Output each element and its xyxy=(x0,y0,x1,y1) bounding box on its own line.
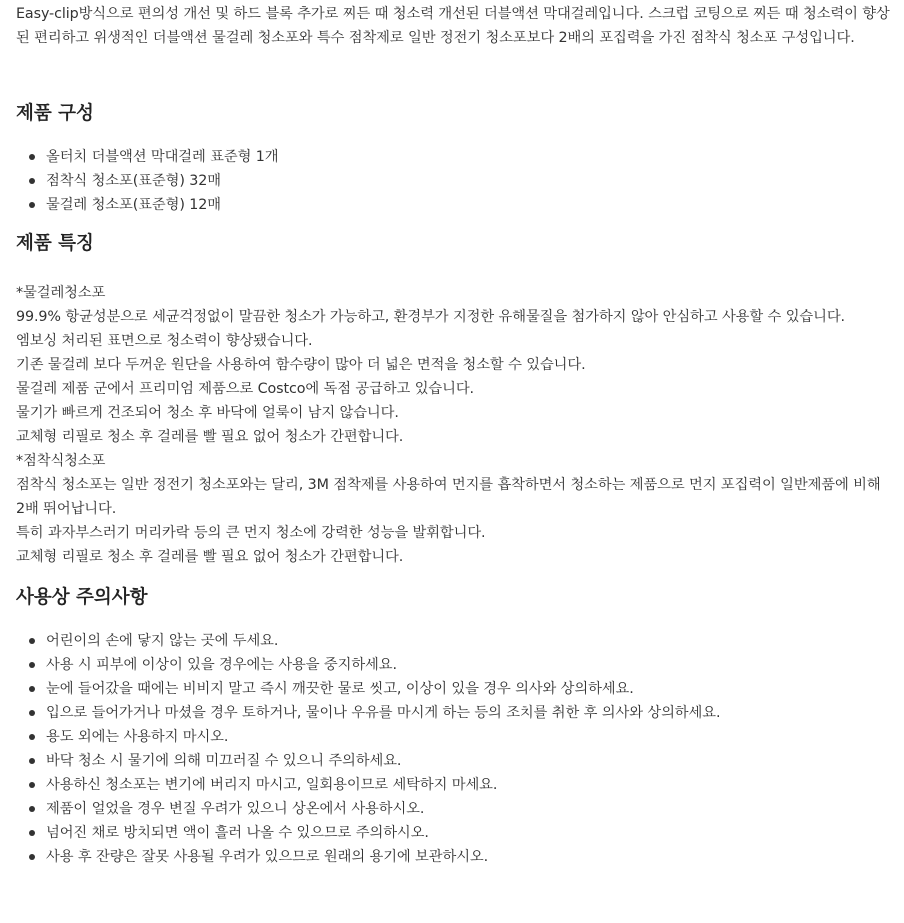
list-item: 올터치 더블액션 막대걸레 표준형 1개 xyxy=(29,145,894,169)
list-item: 사용 시 피부에 이상이 있을 경우에는 사용을 중지하세요. xyxy=(29,653,894,677)
cautions-heading: 사용상 주의사항 xyxy=(16,587,148,608)
feature-line: 교체형 리필로 청소 후 걸레를 빨 필요 없어 청소가 간편합니다. xyxy=(16,429,404,445)
list-item: 제품이 얼었을 경우 변질 우려가 있으니 상온에서 사용하시오. xyxy=(29,797,894,821)
list-item: 점착식 청소포(표준형) 32매 xyxy=(29,169,894,193)
feature-line: 교체형 리필로 청소 후 걸레를 빨 필요 없어 청소가 간편합니다. xyxy=(16,549,404,565)
bullet-icon xyxy=(29,854,35,860)
bullet-icon xyxy=(29,782,35,788)
bullet-icon xyxy=(29,758,35,764)
bullet-icon xyxy=(29,154,35,160)
intro-paragraph: Easy-clip방식으로 편의성 개선 및 하드 블록 추가로 찌든 때 청소력 개선된 더블액션 막대걸레입니다. 스크럽 코팅으로 찌든 때 청소력이 향상된 편리하고 위생적인 더블액션 물걸레 청소포와 특수 점착제로 일반 정전기 청소포보다 2배의 포집력을 가진 점착식 청소포 구성입니다. xyxy=(16,6,890,46)
bullet-icon xyxy=(29,806,35,812)
product-description xyxy=(16,0,894,869)
list-item: 넘어진 채로 방치되면 액이 흘러 나올 수 있으므로 주의하시오. xyxy=(29,821,894,845)
composition-heading: 제품 구성 xyxy=(16,103,94,124)
bullet-icon xyxy=(29,178,35,184)
feature-line: 물걸레 제품 군에서 프리미엄 제품으로 Costco에 독점 공급하고 있습니다. xyxy=(16,381,474,397)
list-item: 물걸레 청소포(표준형) 12매 xyxy=(29,193,894,217)
features-heading: 제품 특징 xyxy=(16,233,94,254)
bullet-icon xyxy=(29,734,35,740)
feature-line: 물기가 빠르게 건조되어 청소 후 바닥에 얼룩이 남지 않습니다. xyxy=(16,405,399,421)
feature-line: *점착식청소포 xyxy=(16,453,106,469)
composition-list xyxy=(16,145,894,217)
list-item: 입으로 들어가거나 마셨을 경우 토하거나, 물이나 우유를 마시게 하는 등의 조치를 취한 후 의사와 상의하세요. xyxy=(29,701,894,725)
feature-line: *물걸레청소포 xyxy=(16,285,106,301)
feature-line: 99.9% 항균성분으로 세균걱정없이 말끔한 청소가 가능하고, 환경부가 지정한 유해물질을 첨가하지 않아 안심하고 사용할 수 있습니다. xyxy=(16,309,845,325)
feature-line: 점착식 청소포는 일반 정전기 청소포와는 달리, 3M 점착제를 사용하여 먼지를 흡착하면서 청소하는 제품으로 먼지 포집력이 일반제품에 비해 2배 뛰어납니다. xyxy=(16,477,881,517)
bullet-icon xyxy=(29,638,35,644)
bullet-icon xyxy=(29,710,35,716)
list-item: 용도 외에는 사용하지 마시오. xyxy=(29,725,894,749)
list-item: 사용 후 잔량은 잘못 사용될 우려가 있으므로 원래의 용기에 보관하시오. xyxy=(29,845,894,869)
feature-line: 특히 과자부스러기 머리카락 등의 큰 먼지 청소에 강력한 성능을 발휘합니다. xyxy=(16,525,486,541)
bullet-icon xyxy=(29,662,35,668)
feature-line: 기존 물걸레 보다 두꺼운 원단을 사용하여 함수량이 많아 더 넓은 면적을 청소할 수 있습니다. xyxy=(16,357,586,373)
list-item: 사용하신 청소포는 변기에 버리지 마시고, 일회용이므로 세탁하지 마세요. xyxy=(29,773,894,797)
bullet-icon xyxy=(29,202,35,208)
caution-list xyxy=(16,629,894,869)
feature-line: 엠보싱 처리된 표면으로 청소력이 향상됐습니다. xyxy=(16,333,313,349)
list-item: 눈에 들어갔을 때에는 비비지 말고 즉시 깨끗한 물로 씻고, 이상이 있을 경우 의사와 상의하세요. xyxy=(29,677,894,701)
list-item: 바닥 청소 시 물기에 의해 미끄러질 수 있으니 주의하세요. xyxy=(29,749,894,773)
bullet-icon xyxy=(29,686,35,692)
bullet-icon xyxy=(29,830,35,836)
list-item: 어린이의 손에 닿지 않는 곳에 두세요. xyxy=(29,629,894,653)
features-body xyxy=(16,281,894,569)
